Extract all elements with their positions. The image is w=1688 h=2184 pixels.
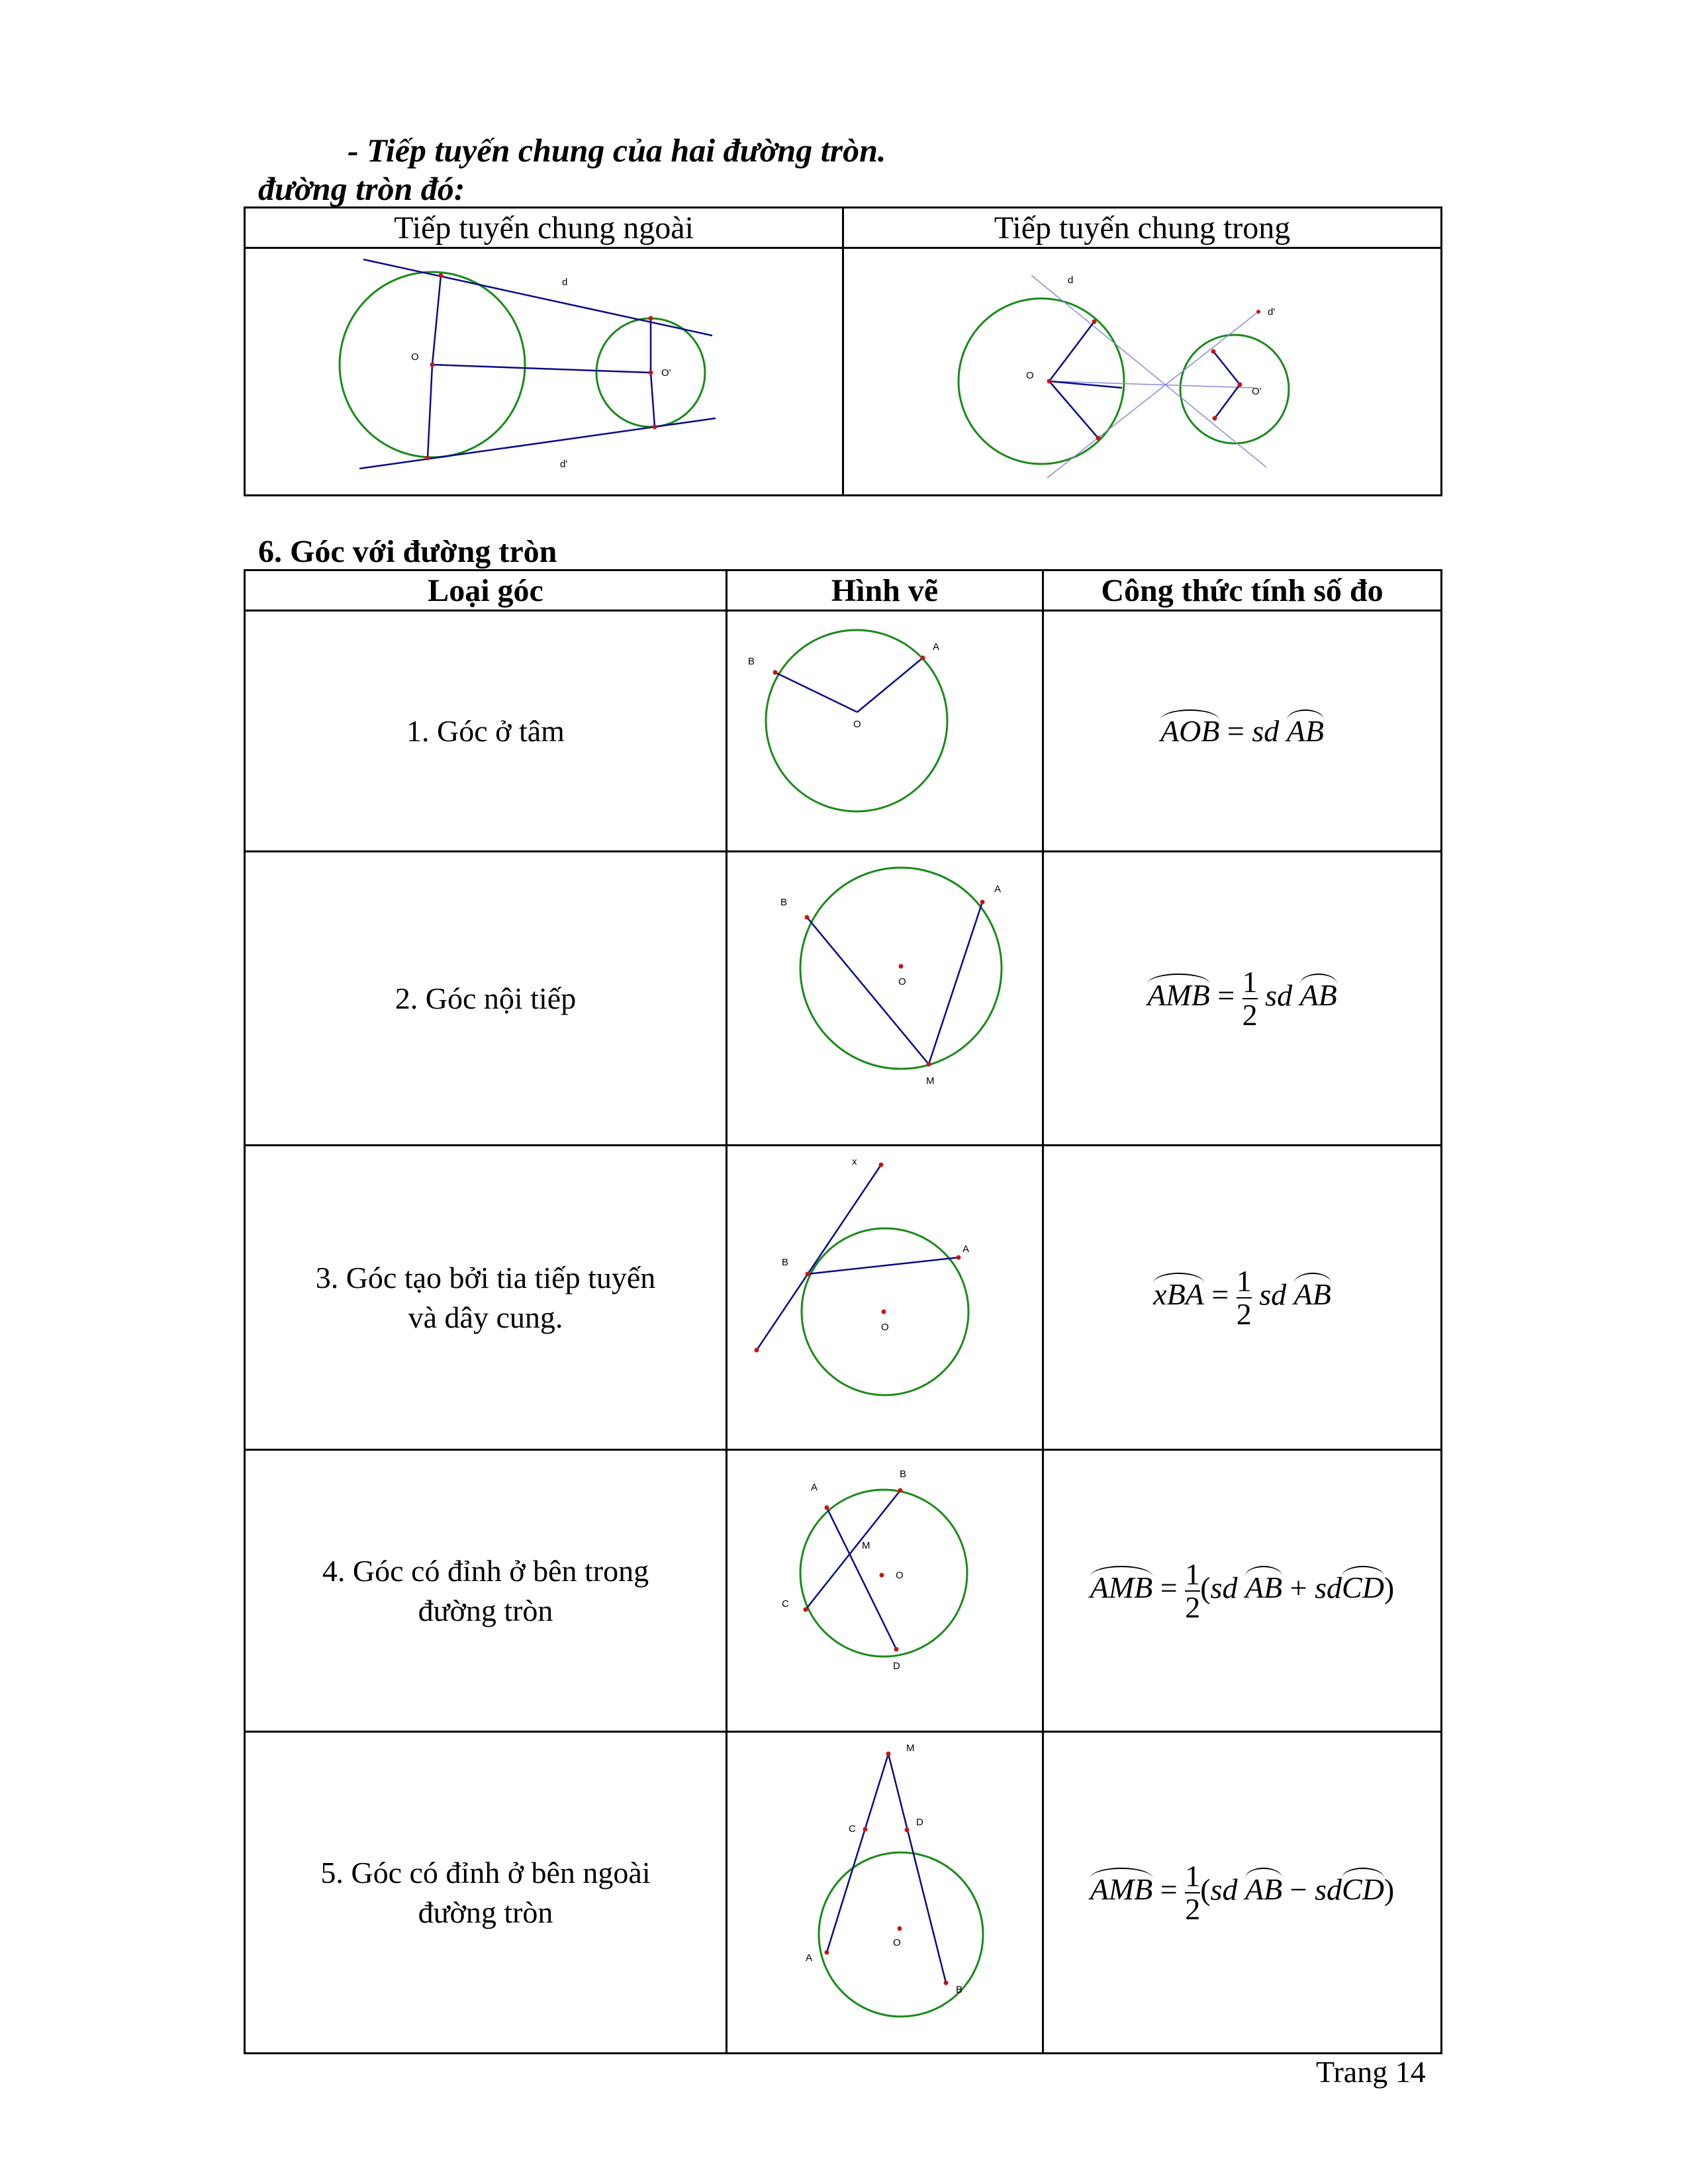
internal-tangent-figure-cell	[843, 248, 1442, 496]
tangent-chord-angle-figure	[727, 1146, 1041, 1445]
point-a	[957, 1255, 961, 1260]
tangent-point	[426, 456, 430, 461]
formula-arc-cd: CD	[1342, 1570, 1384, 1605]
label-a: A	[962, 1244, 970, 1255]
center-point	[882, 1310, 886, 1314]
label-d: D	[916, 1817, 923, 1828]
header-internal-tangent: Tiếp tuyến chung trong	[843, 208, 1442, 248]
formula-arc-ab: AB	[1294, 1277, 1331, 1312]
label-o: O	[893, 1937, 901, 1948]
section5-heading: - Tiếp tuyến chung của hai đường tròn.	[348, 132, 886, 169]
label-o: O	[1026, 370, 1034, 381]
figure-cell	[727, 1450, 1043, 1732]
radius-o-top	[432, 275, 441, 365]
label-b: B	[956, 1984, 963, 1995]
label-o: O	[898, 976, 906, 987]
label-d: d	[1068, 275, 1074, 286]
formula-amb: AMB	[1147, 978, 1210, 1013]
center-point	[898, 1927, 902, 1931]
arc-symbol	[1160, 709, 1219, 720]
radius-o2-bottom	[651, 373, 655, 427]
tangent-line-d2	[359, 418, 716, 469]
line-point	[1256, 310, 1260, 314]
tangent-table	[244, 206, 1442, 496]
table-row	[245, 1732, 1442, 2054]
center-point-o2	[1238, 383, 1243, 387]
label-o: O	[881, 1322, 889, 1333]
formula-cell: AMB = $\frac{1}{2}$ (sd AB − sd CD)	[1043, 1732, 1442, 2054]
tangent-point	[439, 273, 444, 278]
arc-symbol	[1153, 1273, 1204, 1283]
label-m: M	[862, 1540, 870, 1551]
header-external-tangent: Tiếp tuyến chung ngoài	[245, 208, 843, 248]
point-m	[927, 1062, 931, 1067]
header-figure: Hình vẽ	[727, 570, 1043, 611]
point-b	[898, 1488, 903, 1493]
point-c	[804, 1608, 808, 1612]
formula-arc-cd: CD	[1342, 1872, 1384, 1907]
label-o2: O'	[661, 367, 671, 379]
radius-o2-bottom	[1215, 385, 1240, 418]
label-b: B	[782, 1257, 789, 1268]
label-m: M	[906, 1743, 915, 1754]
point-d	[905, 1828, 910, 1833]
internal-tangent-figure	[844, 249, 1440, 491]
label-a: A	[994, 884, 1002, 895]
tangent-point	[649, 316, 653, 321]
tangent-point	[1213, 416, 1217, 421]
formula-cell: AOB = sd AB	[1043, 611, 1442, 852]
label-d2: d'	[1268, 306, 1276, 318]
label-o: O	[896, 1570, 904, 1581]
formula-cell: AMB = $\frac{1}{2}$ sd AB	[1043, 852, 1442, 1146]
label-d2: d'	[560, 459, 568, 470]
formula-amb: AMB	[1090, 1570, 1153, 1605]
fraction: $\frac{1}{2}$	[1185, 1858, 1201, 1926]
chord-ba	[808, 1257, 959, 1274]
point-b	[805, 915, 810, 920]
chord-bc	[806, 1490, 900, 1610]
chord-ad	[827, 1508, 896, 1649]
label-o: O	[853, 719, 861, 730]
point-b	[944, 1981, 949, 1985]
figure-cell	[727, 1146, 1043, 1450]
label-c: C	[849, 1823, 856, 1835]
point-a	[921, 656, 925, 660]
angle-type: 3. Góc tạo bởi tia tiếp tuyến và dây cung.	[245, 1146, 727, 1450]
tangent-point	[1211, 349, 1216, 354]
formula-arc-ab: AB	[1287, 713, 1324, 749]
point-a	[825, 1950, 829, 1955]
label-x: x	[852, 1156, 857, 1167]
external-tangent-figure-cell	[245, 248, 843, 496]
formula-arc-ab: AB	[1300, 978, 1337, 1013]
formula-amb: AMB	[1090, 1872, 1153, 1907]
fraction: $\frac{1}{2}$	[1236, 1263, 1252, 1331]
center-point	[880, 1573, 884, 1578]
label-a: A	[806, 1952, 813, 1964]
arc-symbol	[1245, 1566, 1282, 1576]
section5-subheading: đường tròn đó:	[258, 170, 465, 207]
center-point-o2	[649, 371, 653, 375]
arc-symbol	[1294, 1273, 1331, 1283]
point-a	[980, 900, 985, 905]
label-m: M	[926, 1075, 935, 1087]
label-c: C	[782, 1598, 789, 1610]
section6-heading: 6. Góc với đường tròn	[258, 534, 557, 569]
figure-cell	[727, 1732, 1043, 2054]
point-x	[879, 1163, 884, 1167]
formula-aob: AOB	[1160, 713, 1219, 749]
arc-symbol	[1342, 1868, 1384, 1878]
angle-type: 2. Góc nội tiếp	[245, 852, 727, 1146]
arc-symbol	[1090, 1566, 1153, 1576]
formula-arc-ab: AB	[1245, 1570, 1282, 1605]
label-b: B	[900, 1469, 907, 1480]
arc-symbol	[1147, 974, 1210, 984]
table-row	[245, 852, 1442, 1146]
chord-am	[929, 902, 982, 1064]
arc-symbol	[1287, 709, 1324, 720]
label-d: d	[562, 277, 568, 288]
inscribed-angle-figure	[727, 852, 1041, 1141]
label-o2: O'	[1252, 386, 1262, 397]
arc-symbol	[1342, 1566, 1384, 1576]
angle-type: 1. Góc ở tâm	[245, 611, 727, 852]
center-point-o	[1047, 379, 1052, 384]
tangent-line-d	[363, 259, 712, 336]
point-m	[886, 1752, 891, 1756]
table-row	[245, 611, 1442, 852]
arc-symbol	[1245, 1868, 1282, 1878]
figure-cell	[727, 611, 1043, 852]
radius-ob	[775, 672, 857, 712]
point-b	[773, 670, 778, 675]
angles-table	[244, 569, 1442, 2054]
point-b	[806, 1272, 810, 1277]
formula-cell: AMB = $\frac{1}{2}$ (sd AB + sd CD)	[1043, 1450, 1442, 1732]
center-point	[899, 964, 904, 969]
radius-o-bottom	[1049, 381, 1098, 438]
radius-oa	[857, 658, 923, 712]
circle-o2	[1180, 335, 1289, 443]
formula-cell: xBA = $\frac{1}{2}$ sd AB	[1043, 1146, 1442, 1450]
label-a: A	[811, 1482, 818, 1493]
label-d: D	[893, 1661, 900, 1672]
tangent-ray-bx	[757, 1165, 881, 1350]
page-number: Trang 14	[1316, 2055, 1426, 2089]
arc-symbol	[1300, 974, 1337, 984]
formula-arc-ab: AB	[1245, 1872, 1282, 1907]
table-row	[245, 1450, 1442, 1732]
formula-xba: xBA	[1153, 1277, 1204, 1312]
secant-ma	[827, 1754, 888, 1952]
header-formula: Công thức tính số đo	[1043, 570, 1442, 611]
center-line	[432, 365, 651, 373]
tangent-line-d2	[1047, 312, 1258, 478]
label-o: O	[411, 351, 419, 363]
radius-o-bottom	[428, 365, 432, 458]
external-tangent-figure	[246, 249, 841, 491]
tangent-line-d	[1031, 275, 1266, 467]
arc-symbol	[1090, 1868, 1153, 1878]
tangent-point	[1096, 436, 1101, 441]
table-row	[245, 1146, 1442, 1450]
label-b: B	[748, 656, 755, 667]
fraction: $\frac{1}{2}$	[1242, 964, 1258, 1032]
label-b: B	[780, 897, 788, 908]
secant-mb	[888, 1754, 946, 1983]
ray-end-point	[755, 1348, 759, 1353]
center-point-o	[430, 363, 435, 367]
angle-type: 5. Góc có đỉnh ở bên ngoài đường tròn	[245, 1732, 727, 2054]
angle-type: 4. Góc có đỉnh ở bên trong đường tròn	[245, 1450, 727, 1732]
tangent-point	[653, 425, 657, 430]
central-angle-figure	[727, 612, 1041, 847]
tangent-point	[1092, 320, 1097, 324]
chord-bm	[807, 917, 929, 1064]
radius-o-top	[1049, 322, 1094, 381]
point-a	[825, 1506, 829, 1510]
exterior-vertex-angle-figure	[727, 1733, 1041, 2049]
radius-o2-top	[1213, 351, 1240, 385]
label-a: A	[933, 641, 940, 653]
figure-cell	[727, 852, 1043, 1146]
interior-vertex-angle-figure	[727, 1451, 1041, 1727]
point-d	[894, 1647, 899, 1652]
point-c	[863, 1827, 868, 1832]
header-angle-type: Loại góc	[245, 570, 727, 611]
fraction: $\frac{1}{2}$	[1185, 1557, 1201, 1624]
circle	[800, 1490, 967, 1657]
